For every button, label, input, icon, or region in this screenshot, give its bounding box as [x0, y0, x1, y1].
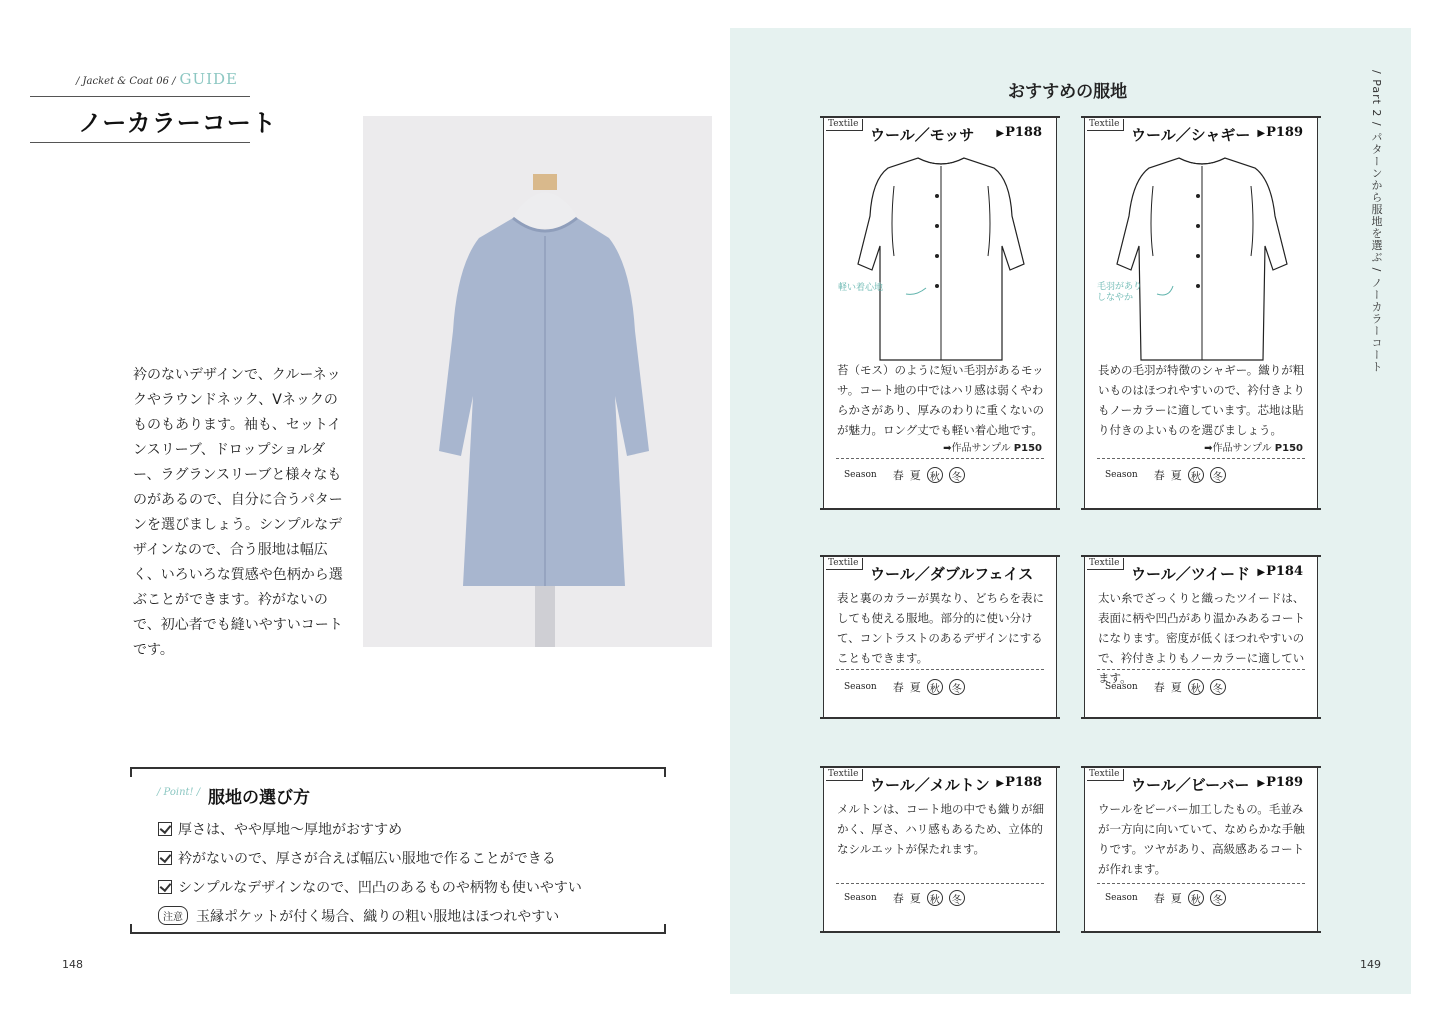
textile-label: Textile	[1087, 558, 1124, 570]
sample-ref-text: ➡作品サンプル	[1204, 443, 1272, 454]
season-autumn-circled: 秋	[1188, 679, 1204, 695]
fabric-description: 太い糸でざっくりと織ったツイードは、表面に柄や凹凸があり温かみあるコートになります。密度が低くほつれやすいので、衿付きよりもノーカラーに適しています。	[1098, 591, 1305, 685]
fabric-title: ウール／ツイード	[1131, 565, 1250, 583]
season-autumn-circled: 秋	[1188, 890, 1204, 906]
season-label: Season	[1105, 470, 1138, 480]
season-summer: 夏	[909, 892, 921, 905]
season-autumn-circled: 秋	[927, 467, 943, 483]
sample-ref	[1204, 439, 1303, 454]
season-row	[1105, 890, 1226, 906]
season-row	[1105, 467, 1226, 483]
intro-text: 衿のないデザインで、クルーネックやラウンドネック、Vネックのものもあります。袖も、セットインスリーブ、ドロップショルダー、ラグランスリーブと様々なものがあるので、自分に合うパターンを選びましょう。シンプルなデザインなので、合う服地は幅広く、いろいろな質感や色柄から選ぶことができます。衿がないので、初心者でも縫いやすいコートです。	[133, 367, 343, 658]
season-label: Season	[1105, 893, 1138, 903]
point-item-text: 衿がないので、厚さが合えば幅広い服地で作ることができる	[178, 850, 556, 867]
fabric-card	[1084, 555, 1318, 719]
guide-label: GUIDE	[179, 70, 239, 88]
fabric-page-ref: ▶ P188	[996, 125, 1042, 140]
point-item	[158, 872, 582, 901]
season-winter-circled: 冬	[949, 467, 965, 483]
divider	[836, 458, 1044, 459]
fabric-card	[823, 116, 1057, 510]
breadcrumb	[76, 70, 238, 88]
season-autumn-circled: 秋	[927, 890, 943, 906]
season-summer: 夏	[909, 681, 921, 694]
fabric-title: ウール／モッサ	[870, 126, 975, 144]
page-number-right: 149	[1360, 958, 1381, 971]
season-summer: 夏	[1170, 469, 1182, 482]
title-rule	[30, 96, 250, 97]
season-winter-circled: 冬	[1210, 467, 1226, 483]
season-spring: 春	[1153, 681, 1165, 694]
point-note-text: 玉縁ポケットが付く場合、織りの粗い服地はほつれやすい	[196, 908, 560, 925]
point-item-text: 厚さは、やや厚地〜厚地がおすすめ	[178, 821, 403, 838]
fabric-description: 長めの毛羽が特徴のシャギー。織りが粗いものはほつれやすいので、衿付きよりもノーカラーに適しています。芯地は貼り付きのよいものを選びましょう。	[1098, 363, 1305, 437]
season-winter-circled: 冬	[949, 679, 965, 695]
fabric-description: メルトンは、コート地の中でも織りが細かく、厚さ、ハリ感もあるため、立体的なシルエットが保たれます。	[837, 802, 1044, 856]
fabric-title: ウール／シャギー	[1131, 126, 1251, 144]
textile-label: Textile	[1087, 769, 1124, 781]
season-spring: 春	[1153, 469, 1165, 482]
divider	[1097, 669, 1305, 670]
season-row	[844, 679, 965, 695]
divider	[836, 883, 1044, 884]
point-box	[130, 767, 666, 934]
sample-ref-page: P150	[1274, 443, 1303, 454]
recommended-fabrics-heading: おすすめの服地	[1008, 82, 1128, 102]
fabric-description: 苔（モス）のように短い毛羽があるモッサ。コート地の中ではハリ感は弱くやわらかさがあり、厚みのわりに重くないのが魅力。ロング丈でも軽い着心地です。	[837, 363, 1044, 437]
point-item	[158, 814, 582, 843]
point-title: 服地の選び方	[208, 788, 310, 808]
textile-label: Textile	[826, 119, 863, 131]
vertical-section-label: / Part 2 / パターンから服地を選ぶ / ノーカラーコート	[1370, 70, 1383, 373]
fabric-title: ウール／メルトン	[870, 776, 990, 794]
season-winter-circled: 冬	[949, 890, 965, 906]
fabric-description: ウールをビーバー加工したもの。毛並みが一方向に向いていて、なめらかな手触りです。ツヤがあり、高級感あるコートが作れます。	[1098, 802, 1305, 876]
fabric-card	[823, 555, 1057, 719]
fabric-card	[823, 766, 1057, 933]
fabric-annotation: 毛羽があり しなやか	[1097, 282, 1143, 303]
season-row	[1105, 679, 1226, 695]
season-summer: 夏	[1170, 681, 1182, 694]
season-spring: 春	[892, 469, 904, 482]
divider	[836, 669, 1044, 670]
season-summer: 夏	[909, 469, 921, 482]
fabric-title: ウール／ビーバー	[1131, 776, 1250, 794]
coat-illustration	[1095, 146, 1309, 364]
fabric-card	[1084, 116, 1318, 510]
sample-ref-text: ➡作品サンプル	[943, 443, 1011, 454]
point-item-text: シンプルなデザインなので、凹凸のあるものや柄物も使いやすい	[178, 879, 582, 896]
fabric-page-ref: ▶ P188	[996, 775, 1042, 790]
page-title: ノーカラーコート	[78, 109, 277, 137]
title-rule	[30, 142, 250, 143]
season-spring: 春	[892, 892, 904, 905]
season-row	[844, 467, 965, 483]
textile-label: Textile	[826, 769, 863, 781]
page-number-left: 148	[62, 958, 83, 971]
breadcrumb-text: / Jacket & Coat 06 /	[76, 76, 176, 87]
point-item	[158, 843, 582, 872]
divider	[1097, 883, 1305, 884]
checkbox-icon	[158, 880, 172, 894]
textile-label: Textile	[1087, 119, 1124, 131]
sample-ref-page: P150	[1013, 443, 1042, 454]
point-label: / Point! /	[157, 787, 201, 798]
note-tag: 注意	[158, 906, 188, 925]
point-note	[158, 901, 582, 930]
fabric-title: ウール／ダブルフェイス	[870, 565, 1034, 583]
season-label: Season	[844, 682, 877, 692]
season-autumn-circled: 秋	[1188, 467, 1204, 483]
checkbox-icon	[158, 822, 172, 836]
season-spring: 春	[1153, 892, 1165, 905]
textile-label: Textile	[826, 558, 863, 570]
coat-photo	[363, 116, 712, 647]
coat-illustration	[834, 146, 1048, 364]
point-list	[158, 814, 582, 930]
divider	[1097, 458, 1305, 459]
season-row	[844, 890, 965, 906]
fabric-page-ref: ▶ P184	[1257, 564, 1303, 579]
fabric-page-ref: ▶ P189	[1257, 125, 1303, 140]
season-winter-circled: 冬	[1210, 890, 1226, 906]
fabric-page-ref: ▶ P189	[1257, 775, 1303, 790]
season-winter-circled: 冬	[1210, 679, 1226, 695]
fabric-description: 表と裏のカラーが異なり、どちらを表にしても使える服地。部分的に使い分けて、コントラストのあるデザインにすることもできます。	[837, 591, 1044, 665]
fabric-annotation: 軽い着心地	[838, 283, 884, 293]
season-label: Season	[844, 470, 877, 480]
season-summer: 夏	[1170, 892, 1182, 905]
season-label: Season	[1105, 682, 1138, 692]
fabric-card	[1084, 766, 1318, 933]
checkbox-icon	[158, 851, 172, 865]
season-autumn-circled: 秋	[927, 679, 943, 695]
season-spring: 春	[892, 681, 904, 694]
season-label: Season	[844, 893, 877, 903]
sample-ref	[943, 439, 1042, 454]
